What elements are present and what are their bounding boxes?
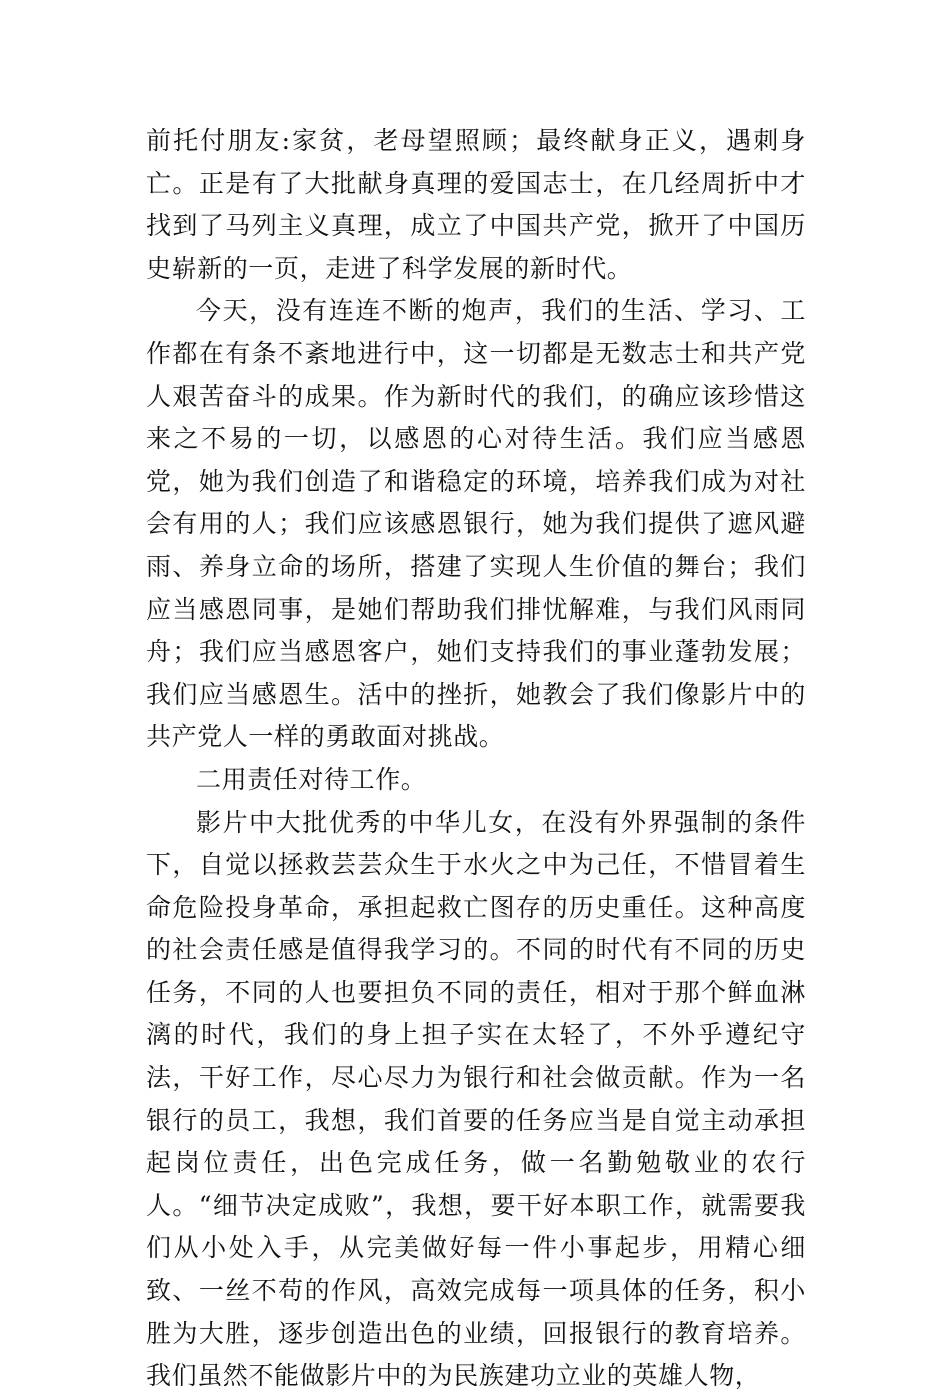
document-body	[146, 120, 806, 1398]
paragraph-3: 影片中大批优秀的中华儿女，在没有外界强制的条件下，自觉以拯救芸芸众生于水火之中为己任，不惜冒着生命危险投身革命，承担起救亡图存的历史重任。这种高度的社会责任感是值得我学习的。不同的时代有不同的历史任务，不同的人也要担负不同的责任，相对于那个鲜血淋漓的时代，我们的身上担子实在太轻了，不外乎遵纪守法，干好工作，尽心尽力为银行和社会做贡献。作为一名银行的员工，我想，我们首要的任务应当是自觉主动承担起岗位责任，出色完成任务，做一名勤勉敬业的农行人。“细节决定成败”，我想，要干好本职工作，就需要我们从小处入手，从完美做好每一件小事起步，用精心细致、一丝不苟的作风，高效完成每一项具体的任务，积小胜为大胜，逐步创造出色的业绩，回报银行的教育培养。我们虽然不能做影片中的为民族建功立业的英雄人物，	[146, 807, 806, 1391]
section-heading: 二用责任对待工作。	[196, 764, 427, 794]
paragraph-1: 前托付朋友:家贫，老母望照顾；最终献身正义，遇刺身亡。正是有了大批献身真理的爱国志士，在几经周折中才找到了马列主义真理，成立了中国共产党，掀开了中国历史崭新的一页，走进了科学发展的新时代。	[146, 126, 806, 283]
paragraph-2: 今天，没有连连不断的炮声，我们的生活、学习、工作都在有条不紊地进行中，这一切都是无数志士和共产党人艰苦奋斗的成果。作为新时代的我们，的确应该珍惜这来之不易的一切，以感恩的心对待生活。我们应当感恩党，她为我们创造了和谐稳定的环境，培养我们成为对社会有用的人；我们应该感恩银行，她为我们提供了遮风避雨、养身立命的场所，搭建了实现人生价值的舞台；我们应当感恩同事，是她们帮助我们排忧解难，与我们风雨同舟；我们应当感恩客户，她们支持我们的事业蓬勃发展；我们应当感恩生。活中的挫折，她教会了我们像影片中的共产党人一样的勇敢面对挑战。	[146, 296, 806, 752]
